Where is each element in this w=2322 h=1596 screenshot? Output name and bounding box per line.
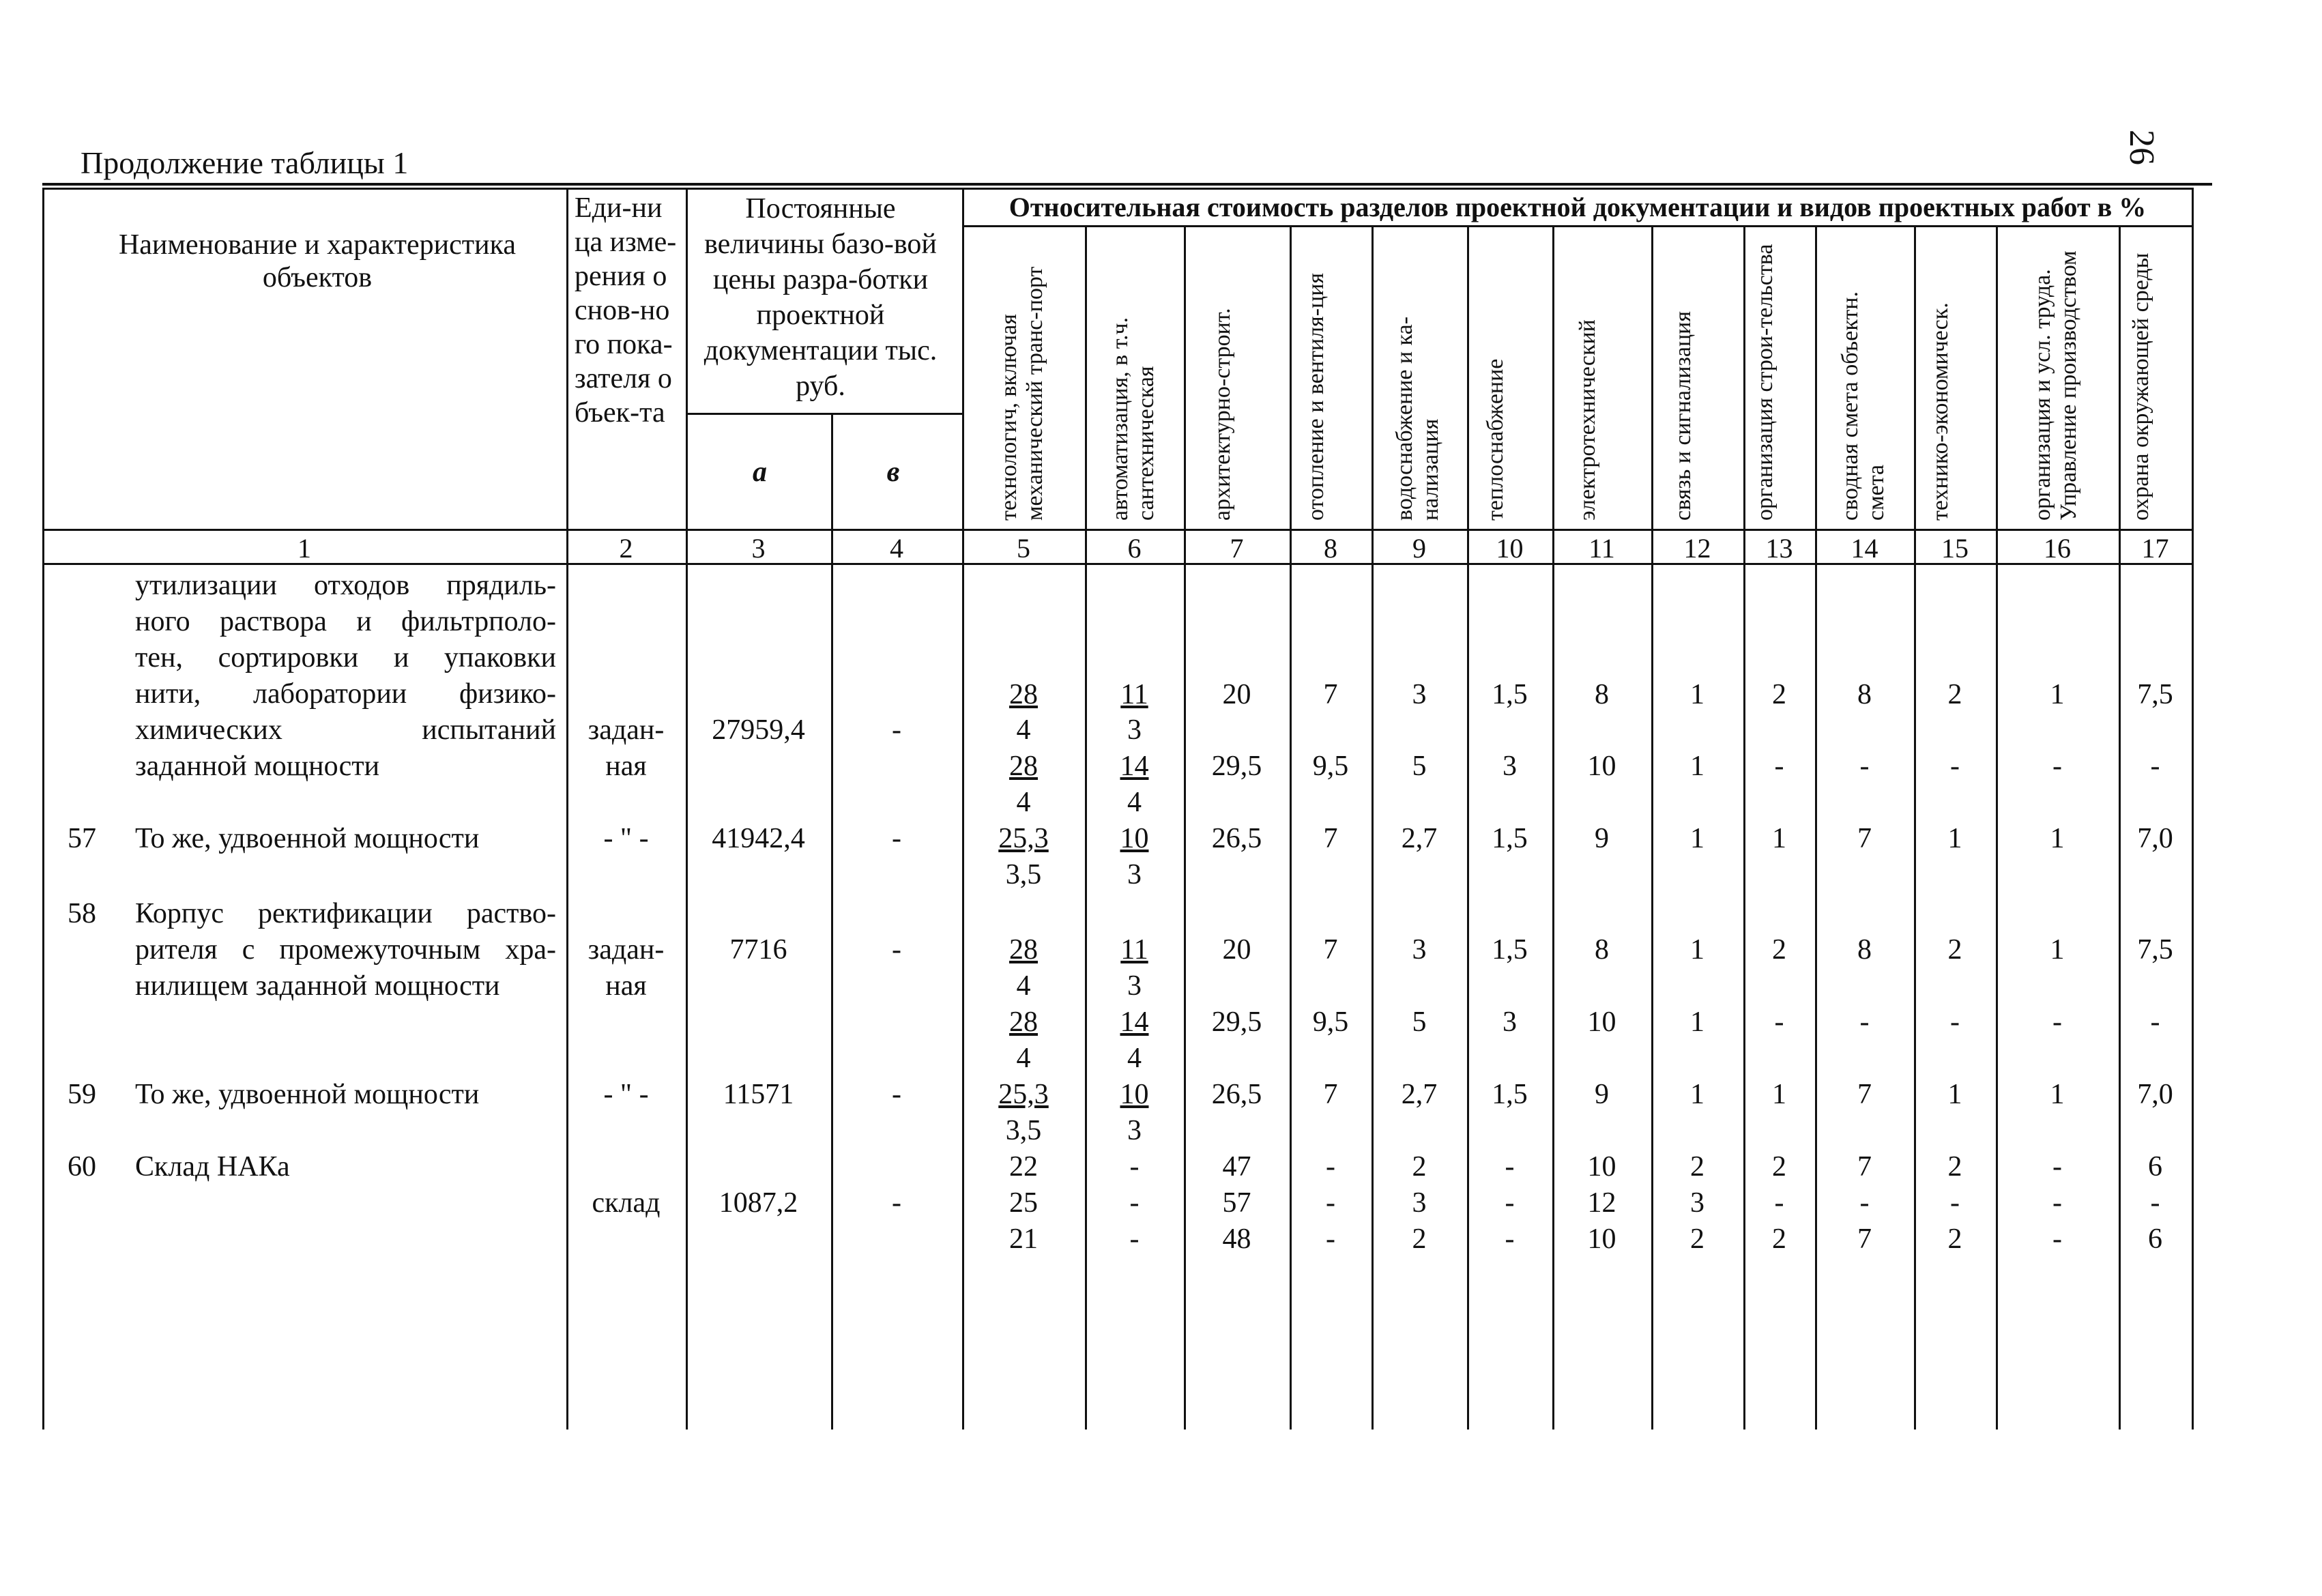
table-caption: Продолжение таблицы 1 (81, 145, 409, 180)
column-number-15: 15 (1941, 533, 1969, 564)
value-cell: 2 (1947, 1223, 1962, 1255)
caption-underline (42, 183, 2212, 186)
column-number-5: 5 (1017, 533, 1030, 564)
value-cell: 2 (1947, 679, 1962, 710)
section-header-17: охрана окружающей среды (2128, 252, 2153, 521)
value-cell: 8 (1595, 679, 1609, 710)
value-cell: 1 (1690, 934, 1704, 966)
value-cell: 1 (2050, 823, 2065, 854)
value-cell: 7,0 (2137, 1079, 2173, 1110)
section-header-13: организация строи-тельства (1752, 244, 1777, 521)
value-cell: 2 (1772, 934, 1786, 966)
value-cell: 1 (2050, 1079, 2065, 1110)
value-subcell: 4 (1127, 1043, 1142, 1074)
value-cell: - (1326, 1151, 1335, 1183)
value-cell: 3 (1412, 679, 1427, 710)
value-cell: - (1505, 1187, 1515, 1219)
column-number-10: 10 (1496, 533, 1524, 564)
header-relative-cost: Относительная стоимость разделов проектной документации и видов проектных работ в % (1008, 192, 2147, 222)
object-name-line: То же, удвоенной мощности (135, 1079, 480, 1110)
value-cell: - (2052, 1187, 2062, 1219)
base-b-cell: - (892, 714, 901, 746)
unit-cell: задан- (587, 714, 665, 746)
base-b-cell: - (892, 1079, 901, 1110)
column-number-12: 12 (1683, 533, 1711, 564)
value-cell: 3 (1412, 934, 1427, 966)
value-cell: 1 (1690, 823, 1704, 854)
value-cell: 47 (1222, 1151, 1251, 1183)
value-cell: 2 (1947, 934, 1962, 966)
value-cell: 28 (1009, 751, 1038, 782)
object-name-line: То же, удвоенной мощности (135, 823, 480, 854)
value-cell: 1 (1947, 1079, 1962, 1110)
object-name-line: нити, лаборатории физико- (135, 678, 556, 710)
column-number-1: 1 (297, 533, 311, 564)
value-cell: 6 (2148, 1151, 2162, 1183)
value-cell: 48 (1222, 1223, 1251, 1255)
value-cell: 29,5 (1211, 1006, 1262, 1038)
column-number-17: 17 (2141, 533, 2169, 564)
value-cell: 11 (1120, 679, 1148, 710)
base-b-cell: - (892, 1187, 901, 1219)
base-a-cell: 11571 (723, 1079, 794, 1110)
rule-base-sub (686, 413, 962, 415)
section-header-11: электротехнический (1574, 319, 1600, 521)
value-cell: 1 (1690, 751, 1704, 782)
object-name-line: тен, сортировки и упаковки (135, 642, 556, 673)
value-cell: 11 (1120, 934, 1148, 966)
value-cell: 2 (1412, 1223, 1427, 1255)
value-cell: 20 (1222, 679, 1251, 710)
value-cell: 28 (1009, 679, 1038, 710)
base-a-cell: 7716 (729, 934, 787, 966)
value-cell: 2 (1690, 1151, 1704, 1183)
value-cell: - (2052, 1151, 2062, 1183)
value-cell: 21 (1009, 1223, 1038, 1255)
rule-col-0 (42, 188, 44, 1430)
value-cell: - (1129, 1187, 1140, 1219)
section-header-5: технологич, включая механический транс-порт (996, 266, 1047, 521)
value-cell: 7,5 (2137, 934, 2173, 966)
rule-numbers-top (42, 529, 2192, 531)
value-subcell: 4 (1016, 1043, 1031, 1074)
section-header-6: автоматизация, в т.ч. сантехническая (1107, 317, 1159, 521)
value-cell: 29,5 (1211, 751, 1262, 782)
value-subcell: 3,5 (1005, 859, 1042, 890)
value-cell: - (1859, 1187, 1870, 1219)
value-cell: - (2052, 1223, 2062, 1255)
section-header-15: технико-экономическ. (1928, 302, 1953, 521)
value-cell: 3 (1690, 1187, 1704, 1219)
value-cell: 5 (1412, 1006, 1427, 1038)
value-cell: 7 (1857, 1079, 1872, 1110)
value-cell: 7 (1323, 934, 1338, 966)
value-cell: 14 (1120, 751, 1149, 782)
section-header-16: организация и усл. труда. Управление производством (2030, 250, 2081, 521)
value-cell: 10 (1587, 1006, 1616, 1038)
value-cell: 3 (1503, 1006, 1517, 1038)
value-cell: 7 (1323, 679, 1338, 710)
column-number-8: 8 (1324, 533, 1337, 564)
value-cell: - (1950, 1006, 1960, 1038)
value-cell: 9 (1595, 1079, 1609, 1110)
value-subcell: 4 (1127, 787, 1142, 818)
header-base-price: Постоянные величины базо-вой цены разра-ботки проектной документации тыс. руб. (703, 193, 938, 402)
section-header-9: водоснабжение и ка-нализация (1392, 316, 1443, 521)
base-a-cell: 41942,4 (712, 823, 805, 854)
value-cell: - (2150, 751, 2160, 782)
section-header-14: сводная смета объектн. смета (1837, 291, 1889, 521)
value-subcell: 3 (1127, 970, 1142, 1002)
rule-relative-header (962, 225, 2192, 227)
value-cell: 7 (1323, 823, 1338, 854)
value-cell: 10 (1587, 1223, 1616, 1255)
unit-cell: склад (592, 1187, 661, 1219)
object-name-line: заданной мощности (135, 751, 380, 782)
row-number: 57 (68, 823, 96, 854)
unit-cell: ная (605, 970, 647, 1002)
unit-cell: задан- (587, 934, 665, 966)
rule-col-3 (831, 413, 833, 1430)
row-number: 58 (68, 898, 96, 929)
value-cell: 1,5 (1492, 1079, 1528, 1110)
column-number-3: 3 (751, 533, 766, 564)
value-cell: - (2052, 1006, 2062, 1038)
unit-cell: - " - (603, 823, 649, 854)
value-cell: - (2150, 1006, 2160, 1038)
value-cell: - (2052, 751, 2062, 782)
value-subcell: 3,5 (1005, 1115, 1042, 1146)
value-cell: 2 (1772, 679, 1786, 710)
page-number: 26 (2122, 130, 2161, 165)
value-cell: 7 (1857, 823, 1872, 854)
section-header-12: связь и сигнализация (1670, 311, 1696, 521)
value-cell: 28 (1009, 1006, 1038, 1038)
object-name-line: утилизации отходов прядиль- (135, 570, 556, 601)
object-name-line: ного раствора и фильтрполо- (135, 606, 556, 637)
value-cell: 2,7 (1401, 823, 1438, 854)
value-cell: 1 (1772, 823, 1786, 854)
value-cell: 1 (2050, 679, 2065, 710)
value-cell: 1 (2050, 934, 2065, 966)
value-cell: 1 (1690, 1079, 1704, 1110)
value-cell: - (2150, 1187, 2160, 1219)
value-cell: 25,3 (998, 1079, 1049, 1110)
value-cell: 1 (1947, 823, 1962, 854)
value-cell: 7 (1857, 1223, 1872, 1255)
value-cell: 10 (1587, 1151, 1616, 1183)
value-subcell: 4 (1016, 787, 1031, 818)
value-cell: 12 (1587, 1187, 1616, 1219)
value-cell: 2 (1690, 1223, 1704, 1255)
value-cell: - (1950, 751, 1960, 782)
value-cell: 10 (1120, 823, 1149, 854)
rule-col-1 (566, 188, 568, 1430)
column-number-11: 11 (1588, 533, 1615, 564)
value-cell: - (1774, 1187, 1784, 1219)
value-cell: 26,5 (1211, 823, 1262, 854)
value-cell: 1,5 (1492, 823, 1528, 854)
value-cell: 2 (1412, 1151, 1427, 1183)
value-cell: - (1129, 1151, 1140, 1183)
value-subcell: 4 (1016, 970, 1031, 1002)
value-cell: 2 (1772, 1151, 1786, 1183)
value-subcell: 3 (1127, 859, 1142, 890)
value-cell: 8 (1595, 934, 1609, 966)
column-number-14: 14 (1851, 533, 1878, 564)
value-cell: 1 (1690, 679, 1704, 710)
value-cell: 2 (1772, 1223, 1786, 1255)
value-cell: 3 (1412, 1187, 1427, 1219)
header-a: а (753, 456, 767, 488)
value-cell: - (1859, 1006, 1870, 1038)
column-number-6: 6 (1127, 533, 1142, 564)
object-name-line: химических испытаний (135, 714, 556, 746)
value-cell: 2,7 (1401, 1079, 1438, 1110)
value-cell: 1 (1690, 1006, 1704, 1038)
object-name-line: нилищем заданной мощности (135, 970, 500, 1002)
value-cell: 14 (1120, 1006, 1149, 1038)
value-subcell: 3 (1127, 1115, 1142, 1146)
unit-cell: - " - (603, 1079, 649, 1110)
base-a-cell: 27959,4 (712, 714, 805, 746)
value-cell: 1,5 (1492, 934, 1528, 966)
value-cell: 8 (1857, 934, 1872, 966)
column-number-13: 13 (1765, 533, 1793, 564)
header-name: Наименование и характеристика объектов (118, 229, 517, 293)
value-cell: 1 (1772, 1079, 1786, 1110)
value-cell: 3 (1503, 751, 1517, 782)
object-name-line: Корпус ректификации раство- (135, 898, 556, 929)
value-cell: 7 (1323, 1079, 1338, 1110)
column-number-16: 16 (2044, 533, 2071, 564)
object-name-line: Склад НАКа (135, 1151, 290, 1183)
unit-cell: ная (605, 751, 647, 782)
value-subcell: 4 (1016, 714, 1031, 746)
value-cell: - (1774, 1006, 1784, 1038)
value-cell: 26,5 (1211, 1079, 1262, 1110)
section-header-8: отопление и вентиля-ция (1303, 272, 1329, 521)
base-b-cell: - (892, 934, 901, 966)
value-cell: 7,5 (2137, 679, 2173, 710)
base-b-cell: - (892, 823, 901, 854)
column-number-4: 4 (890, 533, 903, 564)
section-header-7: архитектурно-строит. (1209, 308, 1235, 521)
row-number: 59 (68, 1079, 96, 1110)
value-cell: 9,5 (1312, 1006, 1349, 1038)
value-cell: 10 (1587, 751, 1616, 782)
value-cell: 28 (1009, 934, 1038, 966)
value-cell: 20 (1222, 934, 1251, 966)
value-cell: - (1326, 1223, 1335, 1255)
value-cell: 57 (1222, 1187, 1251, 1219)
row-number: 60 (68, 1151, 96, 1183)
value-cell: 9 (1595, 823, 1609, 854)
value-cell: 7 (1857, 1151, 1872, 1183)
column-number-7: 7 (1230, 533, 1244, 564)
column-number-9: 9 (1412, 533, 1426, 564)
value-cell: 25 (1009, 1187, 1038, 1219)
value-cell: 5 (1412, 751, 1427, 782)
value-cell: 2 (1947, 1151, 1962, 1183)
value-cell: - (1505, 1223, 1515, 1255)
value-cell: 25,3 (998, 823, 1049, 854)
value-cell: 22 (1009, 1151, 1038, 1183)
value-cell: - (1859, 751, 1870, 782)
value-cell: - (1950, 1187, 1960, 1219)
header-unit: Еди-ница изме-рения основ-ного пока-зателя объек-та (575, 192, 677, 429)
section-header-10: теплоснабжение (1482, 358, 1508, 521)
value-cell: 10 (1120, 1079, 1149, 1110)
value-cell: 6 (2148, 1223, 2162, 1255)
value-cell: - (1129, 1223, 1140, 1255)
value-cell: - (1326, 1187, 1335, 1219)
base-a-cell: 1087,2 (719, 1187, 798, 1219)
object-name-line: рителя с промежуточным хра- (135, 934, 556, 966)
rule-col-17 (2192, 188, 2194, 1430)
value-cell: - (1505, 1151, 1515, 1183)
value-cell: 8 (1857, 679, 1872, 710)
value-cell: 9,5 (1312, 751, 1349, 782)
value-subcell: 3 (1127, 714, 1142, 746)
column-number-2: 2 (619, 533, 633, 564)
value-cell: 1,5 (1492, 679, 1528, 710)
rule-top (42, 188, 2192, 190)
value-cell: 7,0 (2137, 823, 2173, 854)
rule-col-2 (686, 188, 688, 1430)
header-b: в (886, 456, 900, 488)
value-cell: - (1774, 751, 1784, 782)
